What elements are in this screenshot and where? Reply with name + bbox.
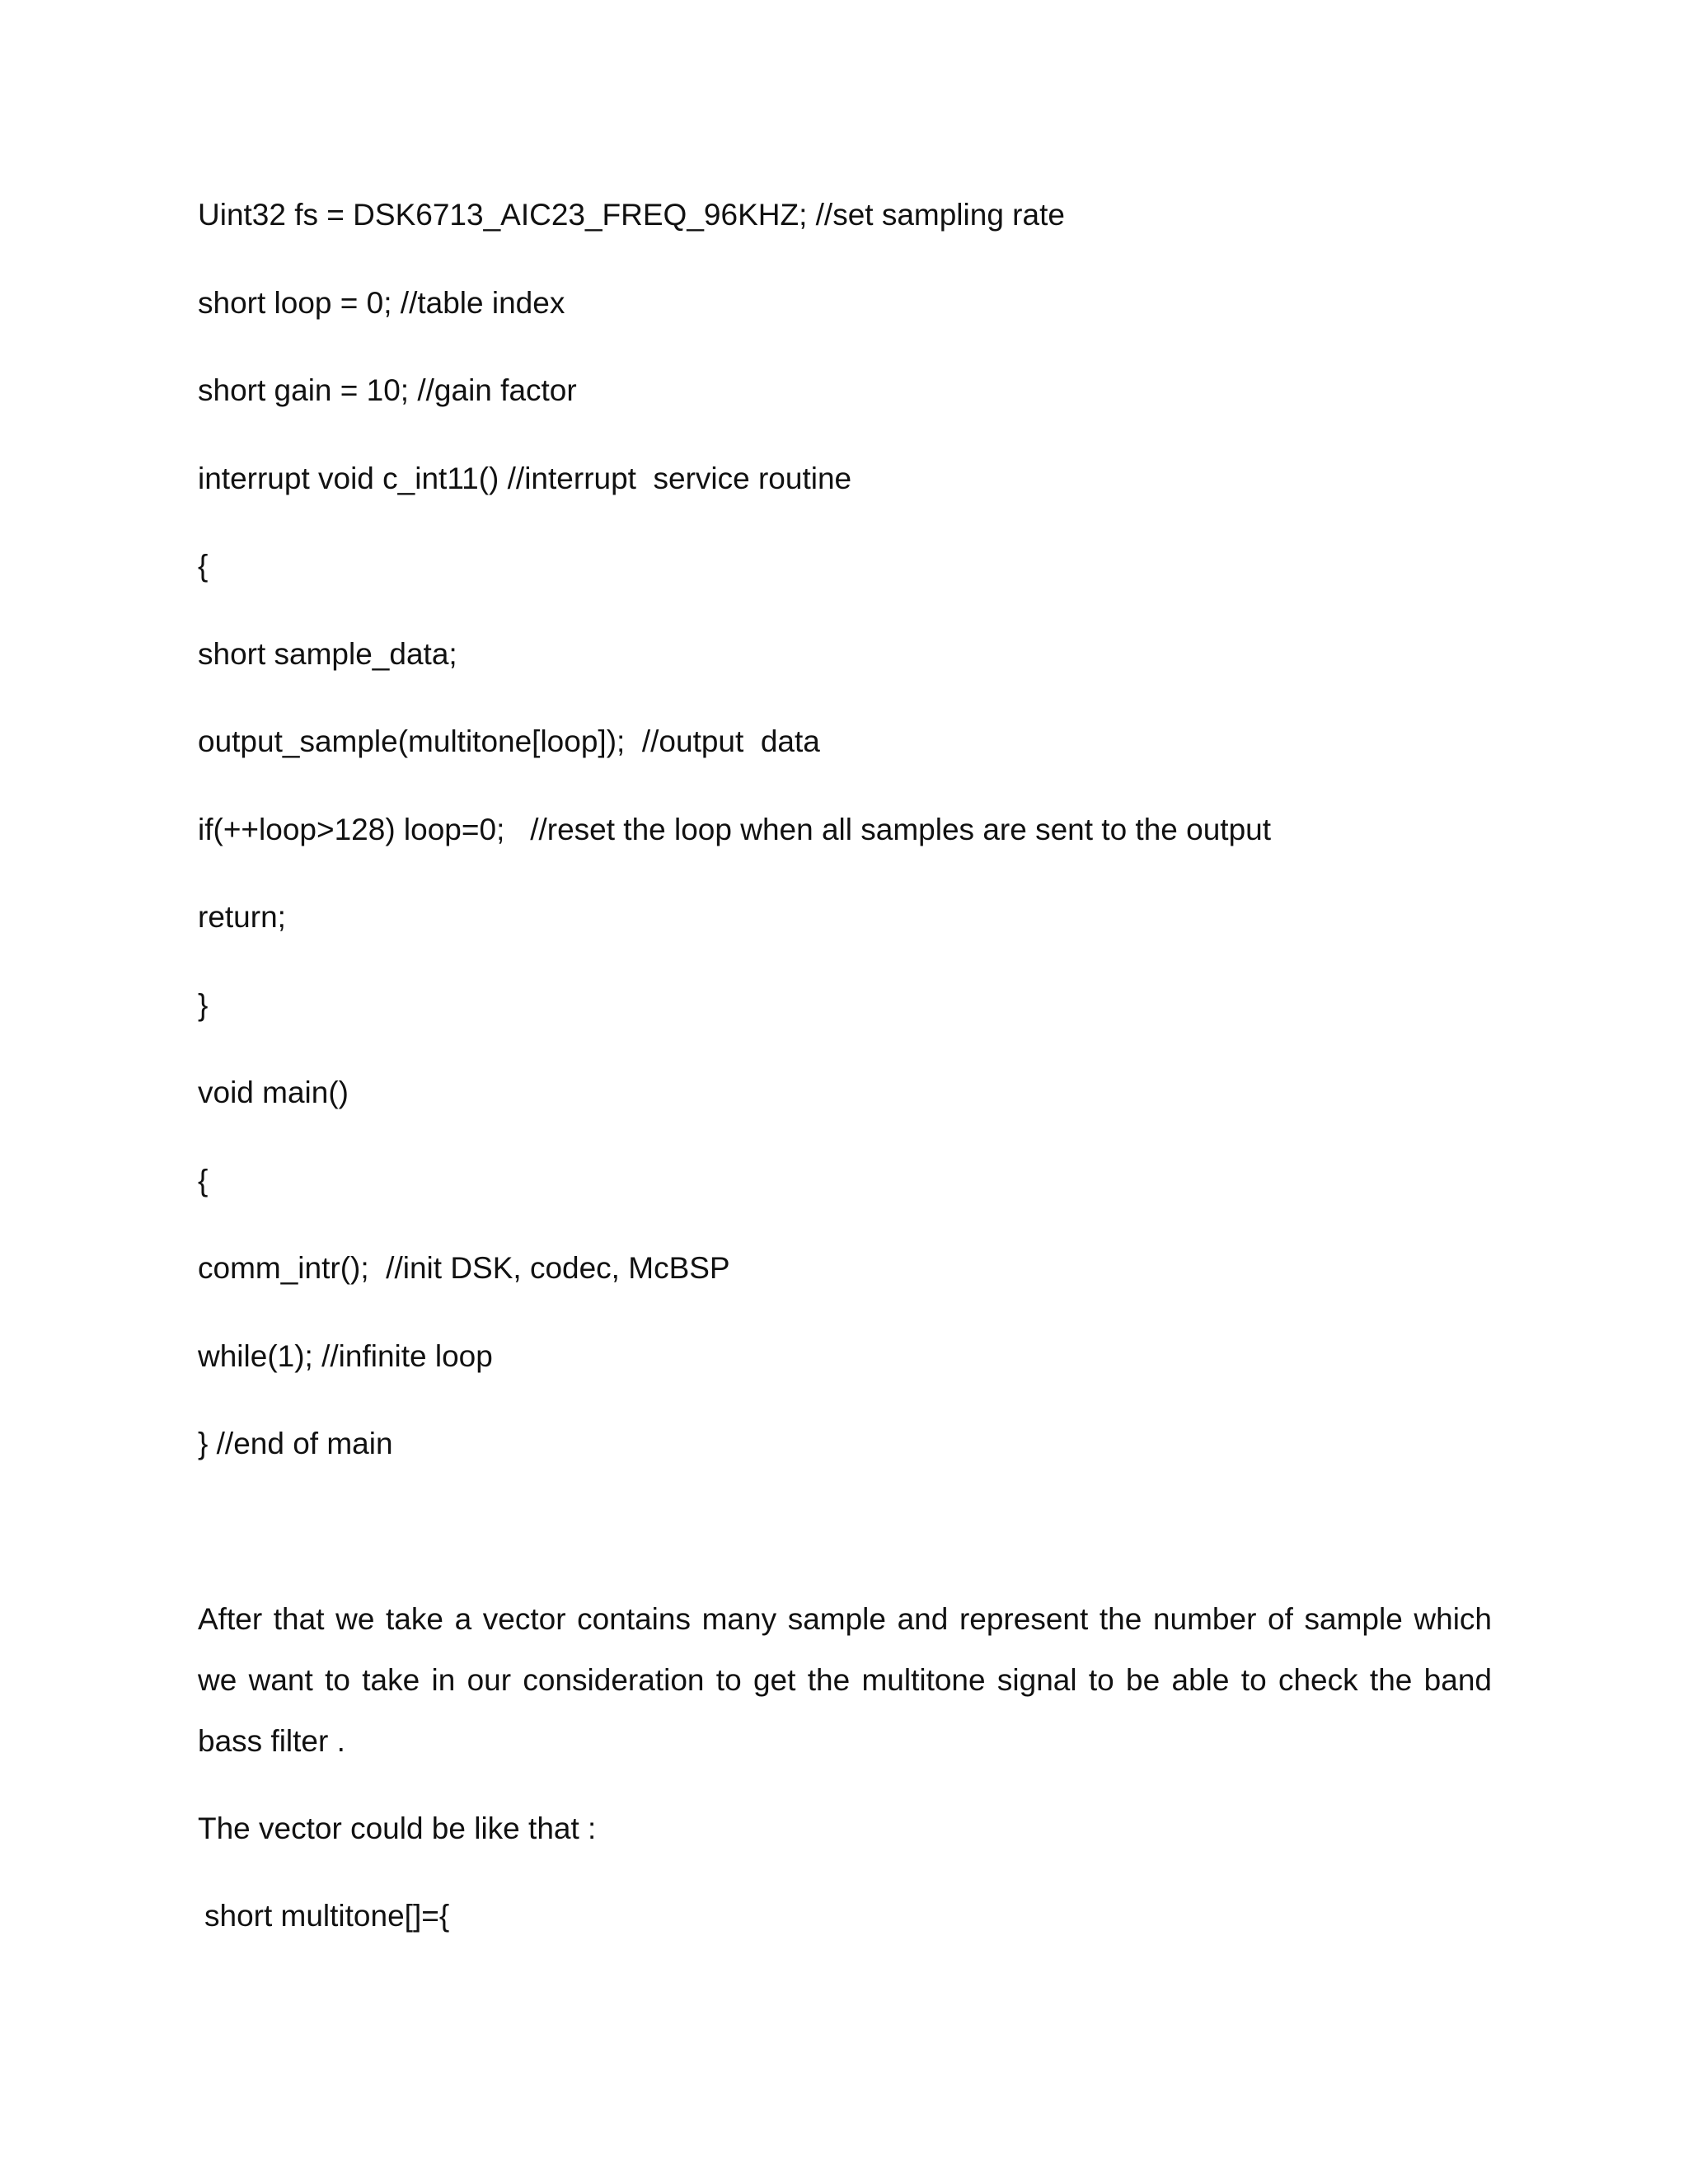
code-line: Uint32 fs = DSK6713_AIC23_FREQ_96KHZ; //set sampling rate [198, 198, 1065, 232]
vector-intro-text: The vector could be like that : [198, 1811, 597, 1845]
code-line: interrupt void c_int11() //interrupt service routine [198, 461, 852, 495]
code-line: } [198, 987, 209, 1022]
code-line: return; [198, 900, 286, 934]
code-block [198, 196, 1517, 1513]
code-line: short loop = 0; //table index [198, 285, 565, 320]
code-line: short sample_data; [198, 636, 457, 671]
code-line: while(1); //infinite loop [198, 1338, 493, 1373]
code-line: comm_intr(); //init DSK, codec, McBSP [198, 1251, 730, 1285]
code-line: output_sample(multitone[loop]); //output data [198, 724, 820, 758]
code-line: short gain = 10; //gain factor [198, 373, 577, 407]
code-line: { [198, 549, 209, 583]
code-line: if(++loop>128) loop=0; //reset the loop when all samples are sent to the output [198, 812, 1272, 846]
code-line: void main() [198, 1076, 349, 1109]
vector-declaration-text: short multitone[]={ [204, 1899, 450, 1933]
body-paragraph: After that we take a vector contains many sample and represent the number of sample which we want to take in our consideration to get the multitone signal to be able to check the band bass filter . [198, 1602, 1492, 1758]
code-line: } //end of main [198, 1427, 393, 1460]
code-line: { [198, 1163, 209, 1197]
